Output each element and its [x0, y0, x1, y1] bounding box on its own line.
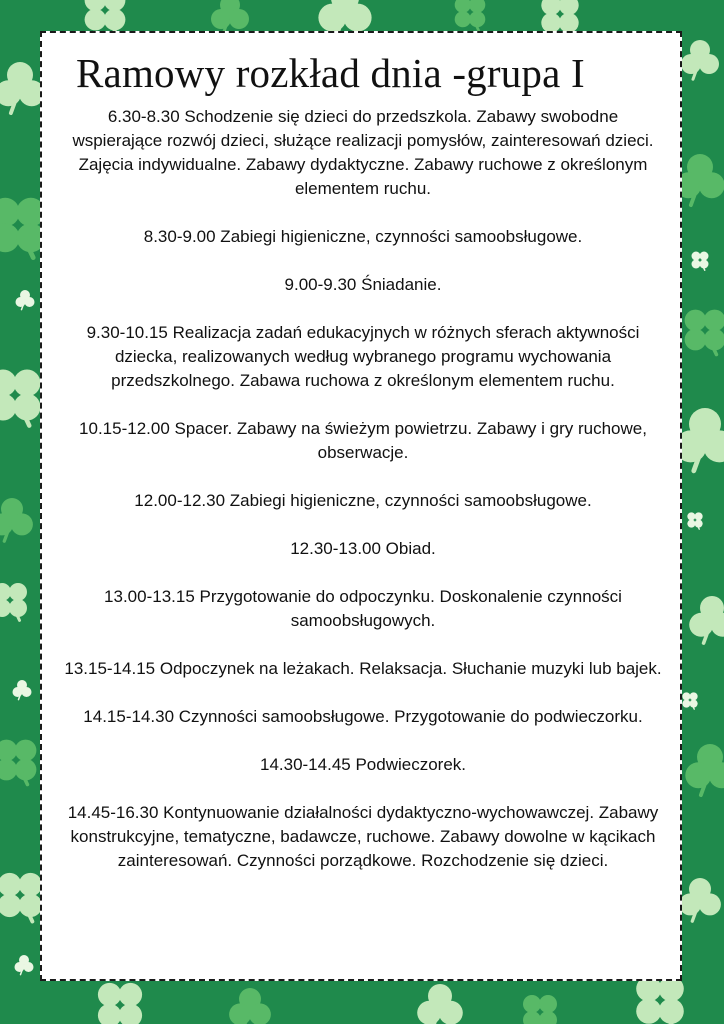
- schedule-entry: 9.30-10.15 Realizacja zadań edukacyjnych w różnych sferach aktywności dziecka, realizowanych według wybranego programu wychowania przedszkolnego. Zabawa ruchowa z określonym elementem ruchu.: [86, 323, 640, 390]
- page-title: Ramowy rozkład dnia -grupa I: [76, 50, 585, 96]
- schedule-list: [62, 105, 664, 897]
- schedule-entry: 13.15-14.15 Odpoczynek na leżakach. Relaksacja. Słuchanie muzyki lub bajek.: [64, 659, 662, 678]
- schedule-entry: 9.00-9.30 Śniadanie.: [284, 275, 442, 294]
- schedule-entry: 14.15-14.30 Czynności samoobsługowe. Przygotowanie do podwieczorku.: [83, 707, 643, 726]
- schedule-sheet: [40, 31, 682, 981]
- schedule-entry: 12.00-12.30 Zabiegi higieniczne, czynności samoobsługowe.: [134, 491, 592, 510]
- schedule-entry: 8.30-9.00 Zabiegi higieniczne, czynności samoobsługowe.: [143, 227, 583, 246]
- schedule-entry: 13.00-13.15 Przygotowanie do odpoczynku. Doskonalenie czynności samoobsługowych.: [104, 587, 622, 630]
- schedule-entry: 14.45-16.30 Kontynuowanie działalności dydaktyczno-wychowawczej. Zabawy konstrukcyjne, tematyczne, badawcze, ruchowe. Zabawy dowolne w kącikach zainteresowań. Czynności porządkowe. Rozchodzenie się dzieci.: [67, 803, 659, 870]
- schedule-entry: 6.30-8.30 Schodzenie się dzieci do przedszkola. Zabawy swobodne wspierające rozwój dzieci, służące realizacji pomysłów, zainteresowań dzieci. Zajęcia indywidualne. Zabawy dydaktyczne. Zabawy ruchowe z określonym elementem ruchu.: [72, 107, 654, 198]
- schedule-entry: 12.30-13.00 Obiad.: [290, 539, 436, 558]
- schedule-entry: 14.30-14.45 Podwieczorek.: [259, 755, 467, 774]
- schedule-entry: 10.15-12.00 Spacer. Zabawy na świeżym powietrzu. Zabawy i gry ruchowe, obserwacje.: [79, 419, 647, 462]
